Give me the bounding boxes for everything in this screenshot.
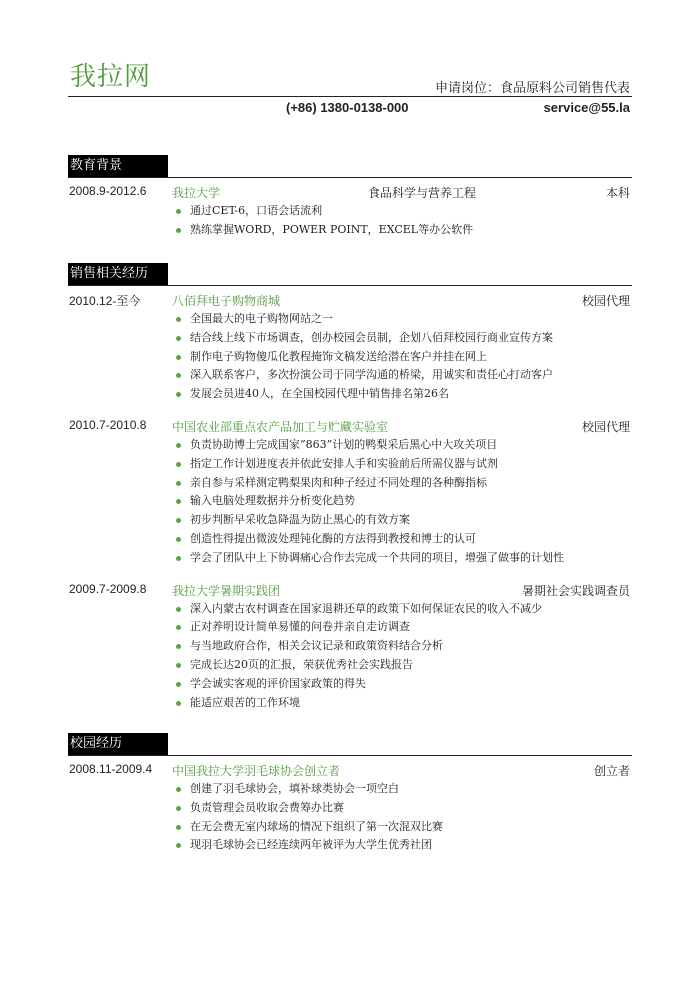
bullet-text: 亲自参与采样测定鸭梨果肉和种子经过不同处理的各种酶指标 — [190, 475, 487, 489]
bullet-dot-icon — [176, 682, 181, 687]
bullet-text: 熟练掌握WORD，POWER POINT，EXCEL等办公软件 — [190, 222, 474, 236]
section-header — [68, 263, 632, 286]
bullet-text: 能适应艰苦的工作环境 — [190, 695, 300, 709]
section-title: 销售相关经历 — [68, 263, 168, 285]
bullet-dot-icon — [176, 209, 181, 214]
bullet-item — [68, 329, 632, 348]
bullet-item — [68, 221, 632, 240]
bullet-text: 完成长达20页的汇报，荣获优秀社会实践报告 — [190, 657, 413, 671]
entry-organization: 八佰拜电子购物商城 — [172, 294, 281, 308]
bullet-item — [68, 675, 632, 694]
bullet-item — [68, 492, 632, 511]
bullet-dot-icon — [176, 228, 181, 233]
bullet-item — [68, 618, 632, 637]
entry-header-row — [68, 762, 632, 780]
experience-entry — [68, 418, 632, 568]
entry-date: 2010.7-2010.8 — [69, 417, 147, 432]
bullet-dot-icon — [176, 625, 181, 630]
bullet-dot-icon — [176, 825, 181, 830]
section — [68, 263, 632, 712]
bullet-item — [68, 600, 632, 619]
bullet-item — [68, 436, 632, 455]
bullet-dot-icon — [176, 806, 181, 811]
bullet-dot-icon — [176, 644, 181, 649]
entry-date: 2008.11-2009.4 — [69, 762, 153, 776]
experience-entry — [68, 762, 632, 855]
bullet-text: 全国最大的电子购物网站之一 — [190, 312, 333, 325]
bullet-text: 初步判断早采收急降温为防止黑心的有效方案 — [190, 513, 410, 527]
bullet-text: 制作电子购物傻瓜化教程掩饰文稿发送给潜在客户并挂在网上 — [190, 349, 487, 363]
bullet-text: 结合线上线下市场调查，创办校园会员制，企划八佰拜校园行商业宣传方案 — [190, 330, 553, 344]
bullet-item — [68, 366, 632, 385]
section-header — [68, 155, 632, 178]
bullet-item — [68, 348, 632, 367]
bullet-item — [68, 530, 632, 549]
bullet-item — [68, 455, 632, 474]
bullet-dot-icon — [176, 462, 181, 467]
bullet-list — [68, 600, 632, 713]
header-divider — [68, 96, 632, 97]
entry-role: 校园代理 — [581, 294, 630, 308]
entry-role: 创立者 — [593, 764, 630, 778]
bullet-dot-icon — [176, 701, 181, 706]
entry-date: 2008.9-2012.6 — [69, 184, 147, 198]
bullet-text: 通过CET-6，口语会话流利 — [190, 204, 323, 217]
candidate-name: 我拉网 — [70, 62, 152, 92]
bullet-text: 深入联系客户，多次扮演公司于同学沟通的桥梁，用诚实和责任心打动客户 — [190, 368, 553, 382]
entry-organization: 中国农业部重点农产品加工与贮藏实验室 — [172, 419, 389, 434]
bullet-text: 学会了团队中上下协调痛心合作去完成一个共同的项目，增强了做事的计划性 — [190, 550, 564, 564]
experience-entry — [68, 184, 632, 240]
bullet-dot-icon — [176, 787, 181, 792]
entry-date: 2010.12-至今 — [69, 294, 141, 308]
bullet-dot-icon — [176, 663, 181, 668]
bullet-item — [68, 836, 632, 855]
bullet-text: 负责协助博士完成国家“863”计划的鸭梨采后黑心中大攻关项目 — [190, 437, 498, 451]
bullet-dot-icon — [176, 556, 181, 561]
bullet-item — [68, 549, 632, 568]
bullet-dot-icon — [176, 336, 181, 341]
bullet-dot-icon — [176, 518, 181, 523]
entry-header-row — [68, 292, 632, 310]
bullet-list — [68, 436, 632, 568]
entry-role: 本科 — [605, 186, 630, 200]
bullet-text: 深入内蒙古农村调查在国家退耕还草的政策下如何保证农民的收入不减少 — [190, 601, 542, 615]
section — [68, 733, 632, 855]
section — [68, 155, 632, 240]
section-title: 教育背景 — [68, 155, 168, 177]
bullet-dot-icon — [176, 392, 181, 397]
bullet-dot-icon — [176, 537, 181, 542]
entry-header-row — [68, 418, 632, 436]
entry-major: 食品科学与营养工程 — [368, 186, 477, 200]
bullet-text: 发展会员进40人，在全国校园代理中销售排名第26名 — [190, 387, 449, 401]
bullet-item — [68, 818, 632, 837]
entry-organization: 我拉大学 — [172, 186, 221, 200]
bullet-text: 负责管理会员收取会费筹办比赛 — [190, 800, 344, 814]
bullet-text: 正对养明设计简单易懂的问卷并亲自走访调查 — [190, 620, 410, 634]
bullet-item — [68, 310, 632, 329]
entry-organization: 我拉大学暑期实践团 — [172, 583, 281, 598]
bullet-text: 创造性得提出微波处理钝化酶的方法得到教授和博士的认可 — [190, 531, 476, 545]
bullet-text: 学会诚实客观的评价国家政策的得失 — [190, 676, 366, 690]
bullet-text: 创建了羽毛球协会，填补球类协会一项空白 — [190, 782, 399, 795]
bullet-dot-icon — [176, 443, 181, 448]
email-address: service@55.la — [543, 100, 630, 115]
bullet-dot-icon — [176, 481, 181, 486]
bullet-dot-icon — [176, 607, 181, 612]
bullet-dot-icon — [176, 843, 181, 848]
entry-organization: 中国我拉大学羽毛球协会创立者 — [172, 764, 341, 778]
bullet-dot-icon — [176, 499, 181, 504]
bullet-text: 输入电脑处理数据并分析变化趋势 — [190, 494, 355, 508]
bullet-item — [68, 656, 632, 675]
bullet-text: 指定工作计划进度表并依此安排人手和实验前后所需仪器与试剂 — [190, 456, 498, 470]
section-title: 校园经历 — [68, 733, 168, 755]
bullet-item — [68, 385, 632, 404]
bullet-item — [68, 637, 632, 656]
bullet-item — [68, 511, 632, 530]
bullet-list — [68, 310, 632, 404]
job-applied: 申请岗位：食品原料公司销售代表 — [434, 81, 630, 96]
entry-header-row — [68, 184, 632, 202]
bullet-list — [68, 202, 632, 240]
bullet-dot-icon — [176, 317, 181, 322]
bullet-item — [68, 780, 632, 799]
experience-entry — [68, 292, 632, 404]
phone-number: (+86) 1380-0138-000 — [286, 100, 409, 115]
bullet-text: 在无会费无室内球场的情况下组织了第一次混双比赛 — [190, 819, 443, 833]
entry-header-row — [68, 582, 632, 600]
bullet-list — [68, 780, 632, 855]
section-header — [68, 733, 632, 756]
bullet-text: 与当地政府合作，相关会议记录和政策资料结合分析 — [190, 639, 443, 653]
entry-role: 暑期社会实践调查员 — [521, 583, 630, 598]
bullet-item — [68, 474, 632, 493]
bullet-dot-icon — [176, 373, 181, 378]
bullet-item — [68, 202, 632, 221]
experience-entry — [68, 582, 632, 713]
bullet-dot-icon — [176, 355, 181, 360]
entry-date: 2009.7-2009.8 — [69, 581, 147, 596]
bullet-item — [68, 694, 632, 713]
entry-role: 校园代理 — [581, 419, 630, 434]
bullet-item — [68, 799, 632, 818]
bullet-text: 现羽毛球协会已经连续两年被评为大学生优秀社团 — [190, 838, 432, 852]
